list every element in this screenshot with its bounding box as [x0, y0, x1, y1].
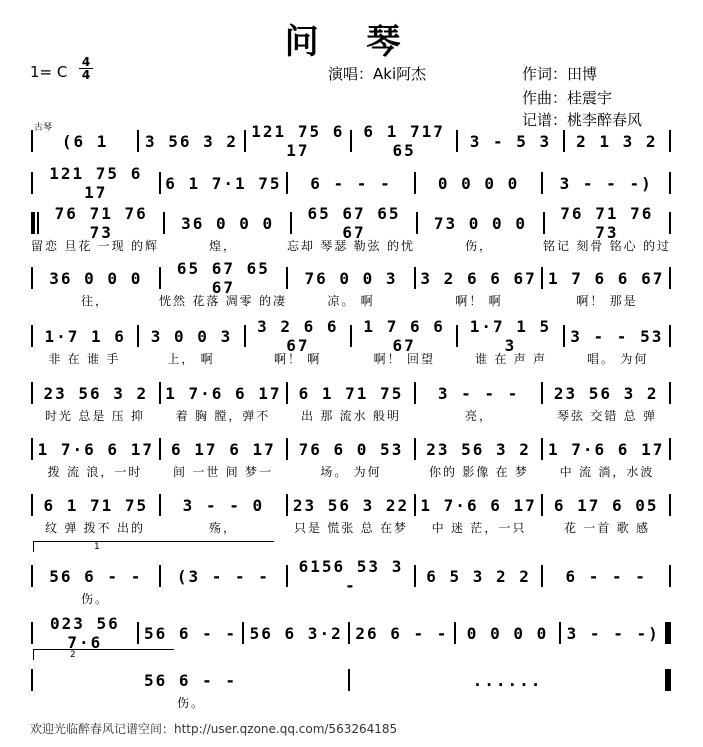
lyric-text: 铭记 刻骨 铭心 的过 — [543, 239, 672, 253]
lyric-text: 上， 啊 — [167, 352, 215, 366]
lyric-text: 拨 流 浪，一时 — [47, 465, 143, 479]
score-row — [31, 317, 671, 355]
measure: 26 6 - - — [355, 623, 449, 643]
measure: 0 0 0 0 — [466, 623, 549, 643]
lyric-text: 伤。 — [176, 696, 205, 710]
measure: 76 71 76 73 — [54, 204, 148, 242]
measure: 3 - - - — [437, 383, 520, 403]
measure: 3 56 3 2 — [144, 131, 239, 151]
measure: 6 1 717 65 — [363, 122, 445, 160]
lyric-text: 纹 弹 拨不 出的 — [44, 521, 145, 535]
score-row — [31, 436, 671, 462]
measure: 3 - - 53 — [570, 326, 664, 346]
barline — [669, 494, 671, 516]
measure: 3 2 6 6 67 — [420, 268, 537, 288]
measure: 3 - - -) — [566, 623, 660, 643]
measure: 3 - - -) — [559, 173, 653, 193]
barline — [669, 325, 671, 347]
measure: 3 - - 0 — [182, 495, 265, 515]
lyric-text: 凉。 啊 — [327, 294, 375, 308]
measure: 6 5 3 2 2 — [426, 566, 531, 586]
score-row — [31, 122, 671, 160]
lyric-text: 殇， — [208, 521, 237, 535]
lyric-row — [31, 237, 671, 254]
measure: 6 - - - — [565, 566, 647, 586]
lyric-text: 亮， — [464, 409, 493, 423]
barline — [669, 172, 671, 194]
measure: 2 1 3 2 — [576, 131, 658, 151]
lyric-row — [31, 407, 671, 424]
measure: 6 1 71 75 — [43, 495, 149, 515]
barline — [665, 622, 671, 644]
measure: 6 17 6 17 — [171, 439, 276, 459]
lyric-text: 留恋 旦花 一现 的辉 — [31, 239, 160, 253]
lyric-text: 忘却 琴瑟 勒弦 的忧 — [287, 239, 416, 253]
lyric-text: 恍然 花落 凋零 的凄 — [159, 294, 288, 308]
lyric-row — [31, 519, 671, 536]
measure: 23 56 3 22 — [292, 495, 410, 515]
measure: 76 0 0 3 — [304, 268, 398, 288]
measure: (6 1 — [61, 131, 109, 151]
measure: 56 6 - - — [143, 670, 238, 690]
barline — [31, 212, 39, 234]
measure: 6 1 71 75 — [298, 383, 404, 403]
barline — [669, 438, 671, 460]
measure: 0 0 0 0 — [437, 173, 520, 193]
lyric-row — [31, 292, 671, 309]
singer: 演唱：Aki阿杰 — [328, 65, 427, 83]
lyric-row — [31, 694, 671, 711]
measure: 1·7 1 6 — [44, 326, 126, 346]
measure: (3 - - - — [176, 566, 270, 586]
lyric-text: 出 那 流水 般明 — [300, 409, 401, 423]
lyric-text: 啊！ 回望 — [373, 352, 436, 366]
lyric-text: 中 流 淌，水波 — [559, 465, 655, 479]
measure: 1 7 6 6 67 — [363, 317, 445, 355]
lyric-text: 啊！ 那是 — [576, 294, 638, 308]
lyric-text — [543, 590, 671, 607]
measure: 1·7 1 5 3 — [469, 317, 552, 355]
lyric-text: 非 在 谁 手 — [48, 352, 121, 366]
lyric-text: 谁 在 声 声 — [475, 352, 548, 366]
lyricist: 作词：田博 — [522, 65, 598, 83]
measure: 1 7·6 6 17 — [37, 439, 154, 459]
measure: 36 0 0 0 — [49, 268, 143, 288]
measure: 3 2 6 6 67 — [257, 317, 339, 355]
score-row — [31, 164, 671, 202]
measure: 121 75 6 17 — [251, 122, 345, 160]
score-row — [31, 614, 671, 652]
measure: 56 6 - - — [49, 566, 143, 586]
measure: 3 - 5 3 — [469, 131, 552, 151]
lyric-text: 中 迷 茫，一只 — [431, 521, 527, 535]
barline — [669, 130, 671, 152]
barline — [669, 267, 671, 289]
lyric-text: 场。 为何 — [320, 465, 382, 479]
footer-credit: 欢迎光临醉春风记谱空间：http://user.qzone.qq.com/563264185 — [30, 722, 398, 736]
lyric-text — [351, 694, 671, 711]
barline — [669, 565, 671, 587]
time-bottom: 4 — [79, 68, 93, 81]
song-title: 问 琴 — [284, 22, 419, 62]
instrument-mark: 古琴 — [34, 123, 53, 133]
measure: 1 7 6 6 67 — [548, 268, 665, 288]
measure: 1 7·6 6 17 — [165, 383, 282, 403]
lyric-text: 唱。 为何 — [587, 352, 649, 366]
measure: 6 1 7·1 75 — [165, 173, 282, 193]
lyric-text: 啊！ 啊 — [274, 352, 322, 366]
lyric-text: 时光 总是 压 抑 — [44, 409, 145, 423]
measure: 56 6 - - — [143, 623, 238, 643]
measure: 6 - - - — [310, 173, 392, 193]
lyric-text: 往， — [80, 294, 109, 308]
measure: 65 67 65 67 — [307, 204, 401, 242]
measure: ...... — [472, 670, 543, 690]
score-row — [31, 380, 671, 406]
lyric-text: 琴弦 交错 总 弹 — [556, 409, 657, 423]
measure: 65 67 65 67 — [176, 259, 270, 297]
measure: 76 6 0 53 — [298, 439, 404, 459]
measure: 23 56 3 2 — [426, 439, 531, 459]
measure: 23 56 3 2 — [43, 383, 149, 403]
barline — [665, 669, 671, 691]
lyric-text: 伤， — [464, 239, 493, 253]
lyric-text: 着 胸 膛，弹不 — [175, 409, 271, 423]
measure: 3 0 0 3 — [150, 326, 233, 346]
lyric-row — [31, 463, 671, 480]
measure: 1 7·6 6 17 — [548, 439, 665, 459]
lyric-row — [31, 350, 671, 367]
score-row — [31, 557, 671, 595]
volta-2-label: 2 — [70, 650, 76, 660]
lyric-text — [287, 590, 415, 607]
score-row — [31, 259, 671, 297]
score-row — [31, 667, 671, 693]
time-top: 4 — [81, 55, 91, 69]
barline — [669, 212, 671, 234]
measure: 73 0 0 0 — [433, 213, 527, 233]
transcriber: 记谱：桃李醉春风 — [522, 111, 643, 129]
lyric-text: 只是 慌张 总 在梦 — [293, 521, 408, 535]
lyric-text: 伤。 — [80, 592, 109, 606]
measure: 6156 53 3 - — [298, 557, 404, 595]
volta-1 — [33, 541, 274, 552]
measure: 76 71 76 73 — [560, 204, 654, 242]
measure: 023 56 7·6 — [49, 614, 120, 652]
measure: 23 56 3 2 — [553, 383, 659, 403]
lyric-text: 花 一首 歌 感 — [563, 521, 650, 535]
volta-1-label: 1 — [94, 542, 100, 552]
lyric-text: 煌， — [208, 239, 237, 253]
score-row — [31, 492, 671, 518]
lyric-row — [31, 590, 671, 607]
lyric-text — [415, 590, 543, 607]
measure: 121 75 6 17 — [49, 164, 143, 202]
time-signature — [79, 56, 93, 81]
barline — [669, 382, 671, 404]
composer: 作曲：桂震宇 — [522, 89, 613, 107]
measure: 6 17 6 05 — [553, 495, 659, 515]
lyric-text — [159, 590, 287, 607]
lyric-text: 啊！ 啊 — [455, 294, 503, 308]
key-signature: 1= C — [30, 63, 68, 81]
lyric-text: 你的 影像 在 梦 — [428, 465, 529, 479]
measure: 36 0 0 0 — [181, 213, 275, 233]
score-row — [31, 204, 671, 242]
lyric-text: 间 一世 间 梦一 — [172, 465, 273, 479]
volta-2 — [33, 649, 174, 660]
measure: 56 6 3·2 — [249, 623, 343, 643]
measure: 1 7·6 6 17 — [420, 495, 537, 515]
